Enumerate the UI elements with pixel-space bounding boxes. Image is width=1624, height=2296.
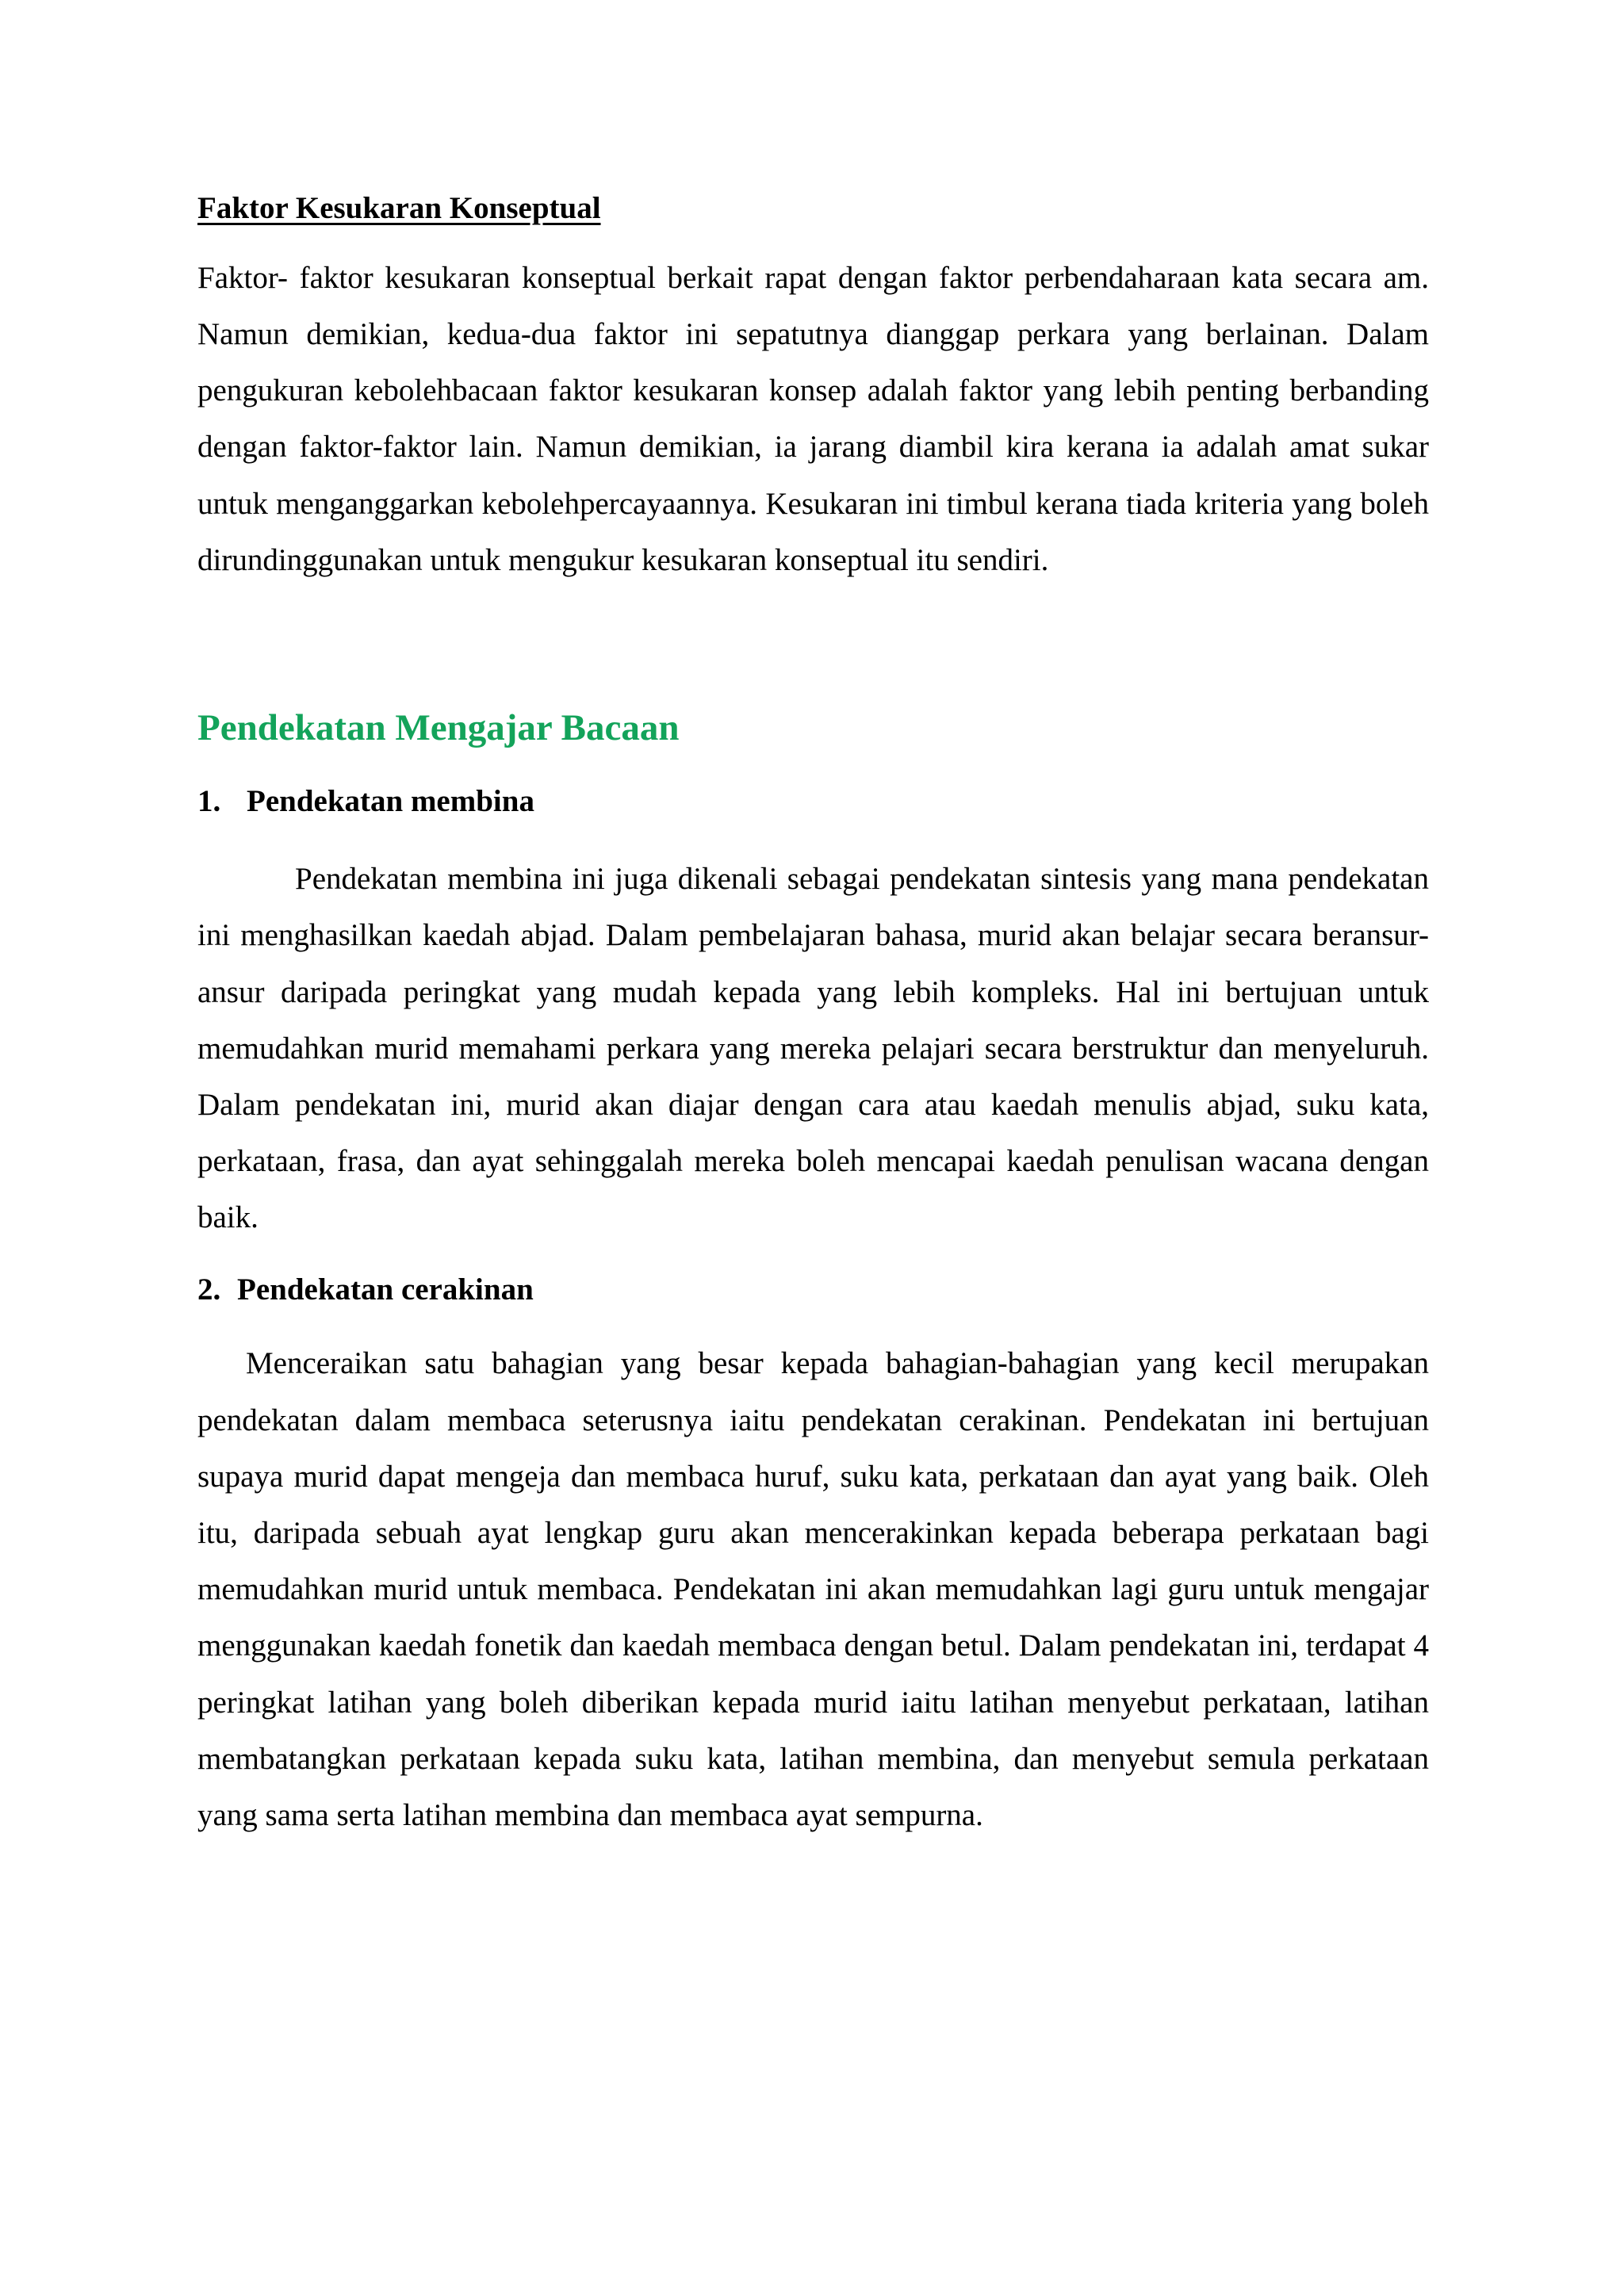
paragraph-pendekatan-membina: Pendekatan membina ini juga dikenali sebagai pendekatan sintesis yang mana pendekatan ini menghasilkan kaedah abjad. Dalam pembelajaran bahasa, murid akan belajar secara beransur-ansur daripada peringkat yang mudah kepada yang lebih kompleks. Hal ini bertujuan untuk memudahkan murid memahami perkara yang mereka pelajari secara berstruktur dan menyeluruh. Dalam pendekatan ini, murid akan diajar dengan cara atau kaedah menulis abjad, suku kata, perkataan, frasa, dan ayat sehinggalah mereka boleh mencapai kaedah penulisan wacana dengan baik. [197,862,1429,1235]
list-number: 1. [197,784,221,819]
sub-heading-pendekatan-membina [197,783,1429,821]
list-number: 2. [197,1272,221,1307]
section-title-pendekatan: Pendekatan Mengajar Bacaan [197,707,680,749]
page-content [197,190,1429,1843]
paragraph-faktor-kesukaran: Faktor- faktor kesukaran konseptual berkait rapat dengan faktor perbendaharaan kata secara am. Namun demikian, kedua-dua faktor ini sepatutnya dianggap perkara yang berlainan. Dalam pengukuran kebolehbacaan faktor kesukaran konsep adalah faktor yang lebih penting berbanding dengan faktor-faktor lain. Namun demikian, ia jarang diambil kira kerana ia adalah amat sukar untuk menganggarkan kebolehpercayaannya. Kesukaran ini timbul kerana tiada kriteria yang boleh dirundinggunakan untuk mengukur kesukaran konseptual itu sendiri. [197,260,1429,577]
sub-heading-pendekatan-cerakinan [197,1272,1429,1309]
sub-heading-label: Pendekatan membina [247,784,534,819]
section-heading-faktor-kesukaran: Faktor Kesukaran Konseptual [197,191,601,225]
paragraph-pendekatan-cerakinan: Menceraikan satu bahagian yang besar kepada bahagian-bahagian yang kecil merupakan pendekatan dalam membaca seterusnya iaitu pendekatan cerakinan. Pendekatan ini bertujuan supaya murid dapat mengeja dan membaca huruf, suku kata, perkataan dan ayat yang baik. Oleh itu, daripada sebuah ayat lengkap guru akan mencerakinkan kepada beberapa perkataan bagi memudahkan murid untuk membaca. Pendekatan ini akan memudahkan lagi guru untuk mengajar menggunakan kaedah fonetik dan kaedah membaca dengan betul. Dalam pendekatan ini, terdapat 4 peringkat latihan yang boleh diberikan kepada murid iaitu latihan menyebut perkataan, latihan membatangkan perkataan kepada suku kata, latihan membina, dan menyebut semula perkataan yang sama serta latihan membina dan membaca ayat sempurna. [197,1346,1429,1833]
sub-heading-label: Pendekatan cerakinan [237,1272,534,1307]
